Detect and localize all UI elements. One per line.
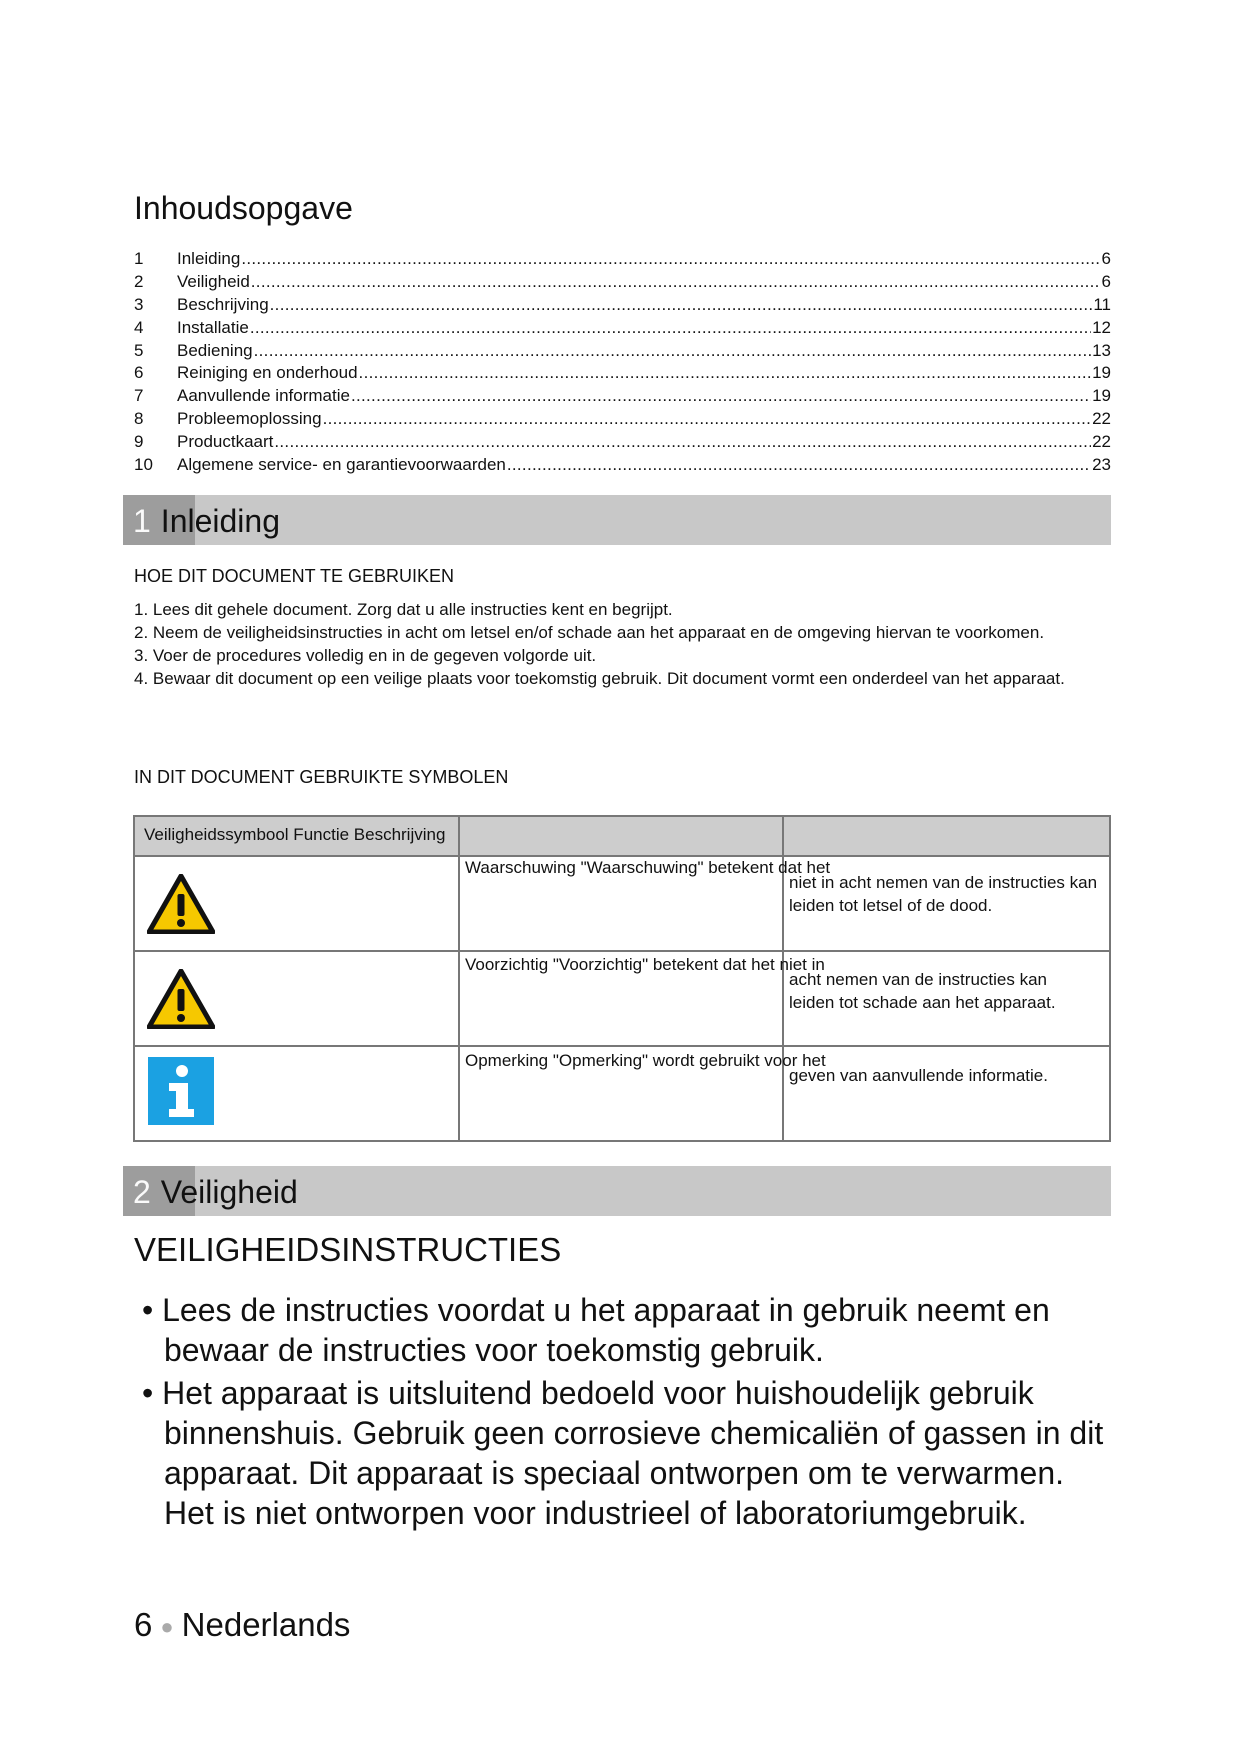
separator-dot: ● (160, 1614, 174, 1640)
bullet-text: Lees de instructies voordat u het apparaat in gebruik neemt en bewaar de instructies voor toekomstig gebruik. (162, 1292, 1050, 1368)
section-number: 1 (133, 503, 151, 539)
toc-leader (270, 294, 1093, 317)
caution-triangle-icon (147, 969, 215, 1029)
toc-label: Bediening (177, 340, 253, 360)
toc-number: 2 (134, 271, 144, 291)
symbols-heading: IN DIT DOCUMENT GEBRUIKTE SYMBOLEN (134, 767, 509, 787)
toc-page: 13 (1092, 340, 1111, 360)
toc-page: 23 (1092, 455, 1111, 475)
toc-leader (241, 248, 1100, 271)
toc-leader (254, 340, 1091, 363)
usage-steps (134, 598, 1094, 690)
symbol-cell (134, 951, 459, 1046)
symbol-description-note: Opmerking "Opmerking" wordt gebruikt voor het (465, 1051, 826, 1070)
toc-entry[interactable] (134, 294, 1111, 317)
footer-language: Nederlands (181, 1606, 351, 1643)
section-title (133, 1174, 298, 1211)
section-number: 2 (133, 1174, 151, 1210)
page-footer (134, 1606, 350, 1644)
toc-leader (250, 317, 1091, 340)
toc-page: 6 (1101, 249, 1111, 268)
table-header-row (134, 816, 1110, 856)
symbol-description-warning-cont: niet in acht nemen van de instructies kan leiden tot letsel of de dood. (789, 873, 1098, 915)
toc-entry[interactable] (134, 271, 1111, 294)
symbol-description-note-cont: geven van aanvullende informatie. (789, 1066, 1048, 1085)
symbol-description-caution: Voorzichtig "Voorzichtig" betekent dat het niet in (465, 955, 825, 974)
toc-label: Inleiding (177, 249, 241, 268)
toc-page: 12 (1092, 317, 1111, 337)
toc-page: 19 (1092, 363, 1111, 383)
table-of-contents (134, 248, 1111, 477)
toc-number: 5 (134, 340, 144, 360)
table-header-cell (459, 816, 783, 856)
toc-number: 8 (134, 409, 144, 429)
toc-entry[interactable] (134, 362, 1111, 385)
toc-number: 10 (134, 455, 153, 475)
toc-page: 11 (1093, 294, 1111, 314)
list-item: 2. Neem de veiligheidsinstructies in acht om letsel en/of schade aan het apparaat en de omgeving hiervan te voorkomen. (134, 623, 1045, 642)
table-header-cell (783, 816, 1110, 856)
toc-label: Productkaart (177, 432, 274, 452)
warning-triangle-icon (147, 874, 215, 934)
toc-label: Aanvullende informatie (177, 386, 350, 406)
list-item: 1. Lees dit gehele document. Zorg dat u alle instructies kent en begrijpt. (134, 600, 673, 619)
list-item: • Het apparaat is uitsluitend bedoeld voor huishoudelijk gebruik binnenshuis. Gebruik geen corrosieve chemicaliën of gassen in dit apparaat. Dit apparaat is speciaal ontworpen om te verwarmen. Het is niet ontworpen voor industrieel of laboratoriumgebruik. (142, 1375, 1104, 1531)
toc-leader (359, 362, 1092, 385)
table-header-cell (134, 816, 459, 856)
toc-leader (323, 408, 1091, 431)
section-title (133, 503, 280, 540)
section-heading-inleiding (123, 495, 1111, 545)
usage-heading: HOE DIT DOCUMENT TE GEBRUIKEN (134, 566, 455, 586)
symbol-description-warning: Waarschuwing "Waarschuwing" betekent dat het (465, 858, 831, 877)
toc-label: Probleemoplossing (177, 409, 322, 429)
table-cell (783, 1046, 1110, 1141)
toc-label: Reiniging en onderhoud (177, 363, 358, 383)
toc-label: Beschrijving (177, 294, 269, 314)
toc-page: 22 (1092, 432, 1111, 452)
safety-bullets (134, 1290, 1114, 1533)
toc-entry[interactable] (134, 317, 1111, 340)
toc-page: 6 (1101, 271, 1111, 291)
toc-entry[interactable] (134, 454, 1111, 477)
toc-entry[interactable] (134, 248, 1111, 271)
bullet-text: Het apparaat is uitsluitend bedoeld voor huishoudelijk gebruik binnenshuis. Gebruik geen corrosieve chemicaliën of gassen in dit apparaat. Dit apparaat is speciaal ontworpen om te verwarmen. Het is niet ontworpen voor industrieel of laboratoriumgebruik. (162, 1375, 1104, 1531)
toc-number: 9 (134, 432, 144, 452)
toc-label: Algemene service- en garantievoorwaarden (177, 455, 506, 475)
toc-number: 1 (134, 249, 144, 268)
symbol-description-caution-cont: acht nemen van de instructies kan leiden tot schade aan het apparaat. (789, 970, 1056, 1012)
table-header-text: Veiligheidssymbool Functie Beschrijving (144, 825, 446, 844)
toc-number: 6 (134, 363, 144, 383)
toc-number: 7 (134, 386, 144, 406)
toc-title: Inhoudsopgave (134, 190, 353, 226)
toc-leader (274, 431, 1091, 454)
symbol-cell (134, 856, 459, 951)
page-number: 6 (134, 1606, 153, 1643)
list-item: • Lees de instructies voordat u het apparaat in gebruik neemt en bewaar de instructies voor toekomstig gebruik. (142, 1292, 1050, 1368)
toc-page: 22 (1092, 409, 1111, 429)
info-icon (148, 1057, 214, 1125)
toc-leader (507, 454, 1091, 477)
toc-number: 4 (134, 317, 144, 337)
toc-leader (351, 385, 1091, 408)
toc-page: 19 (1092, 386, 1111, 406)
toc-entry[interactable] (134, 385, 1111, 408)
section-label: Veiligheid (160, 1174, 298, 1210)
toc-entry[interactable] (134, 408, 1111, 431)
toc-label: Veiligheid (177, 271, 250, 291)
section-label: Inleiding (160, 503, 280, 539)
list-item: 4. Bewaar dit document op een veilige plaats voor toekomstig gebruik. Dit document vormt een onderdeel van het apparaat. (134, 669, 1065, 688)
toc-entry[interactable] (134, 431, 1111, 454)
list-item: 3. Voer de procedures volledig en in de gegeven volgorde uit. (134, 646, 597, 665)
toc-number: 3 (134, 294, 144, 314)
safety-instructions-heading: VEILIGHEIDSINSTRUCTIES (134, 1231, 562, 1268)
symbol-cell (134, 1046, 459, 1141)
toc-entry[interactable] (134, 340, 1111, 363)
section-heading-veiligheid (123, 1166, 1111, 1216)
toc-leader (251, 271, 1101, 294)
toc-label: Installatie (177, 317, 249, 337)
